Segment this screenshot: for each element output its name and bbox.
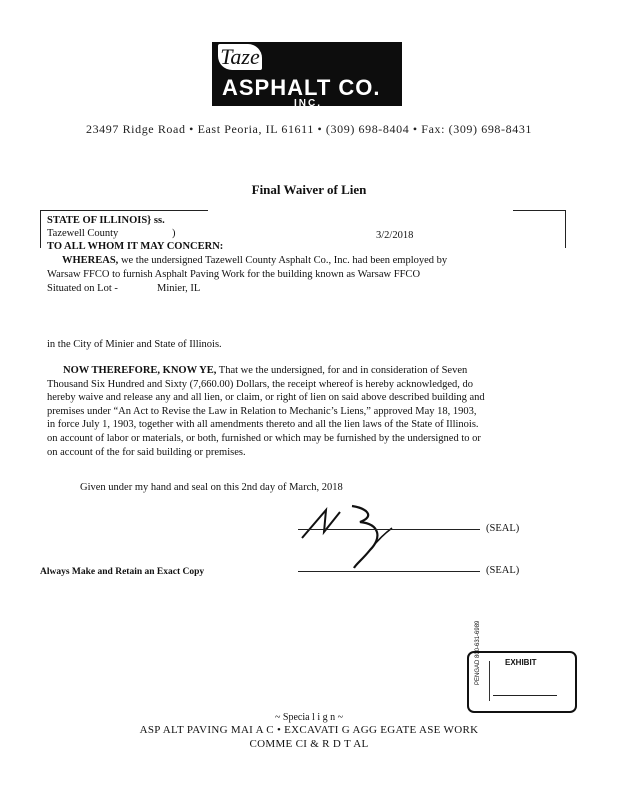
situated-label: Situated on Lot - (47, 283, 118, 294)
given-line: Given under my hand and seal on this 2nd day of March, 2018 (80, 482, 343, 493)
company-logo (212, 42, 402, 108)
now-therefore-line: in force July 1, 1903, together with all amendments thereto and all the lien laws of the State of Illinois. (47, 419, 479, 431)
frame-line (513, 210, 565, 211)
document-date: 3/2/2018 (376, 230, 414, 241)
whereas-lead: WHEREAS, (62, 255, 119, 266)
exhibit-label: EXHIBIT (505, 658, 537, 667)
now-therefore-line (47, 364, 567, 378)
county-line: Tazewell County (47, 228, 119, 239)
now-therefore-paragraph (47, 364, 567, 459)
whereas-line-2: Warsaw FFCO to furnish Asphalt Paving Work for the building known as Warsaw FFCO (47, 269, 421, 280)
now-therefore-line: Thousand Six Hundred and Sixty (7,660.00) Dollars, the receipt whereof is hereby acknowledged, do (47, 378, 474, 390)
services-line-2: COMME CI & R D T AL (249, 738, 369, 750)
city-line: in the City of Minier and State of Illinois. (47, 339, 222, 350)
whereas-line-1 (46, 254, 566, 268)
whereas-text-1: we the undersigned Tazewell County Asphalt Co., Inc. had been employed by (120, 255, 448, 266)
now-therefore-text: That we the undersigned, for and in consideration of Seven (218, 365, 468, 376)
frame-line (40, 210, 208, 211)
frame-line (40, 210, 41, 248)
exhibit-line (493, 695, 557, 696)
now-therefore-line: on account of the for said building or premises. (47, 446, 246, 458)
county-brace: ) (172, 228, 176, 239)
letterhead-address: 23497 Ridge Road • East Peoria, IL 61611 • (309) 698-8404 • Fax: (309) 698-8431 (85, 122, 533, 136)
now-therefore-line: hereby waive and release any and all lien, or claim, or right of lien on said above described building and (47, 392, 485, 404)
signature-line (298, 571, 480, 572)
specializing-line: ~ Specia l i g n ~ (274, 712, 344, 723)
seal-label: (SEAL) (486, 523, 520, 534)
exhibit-strip (475, 620, 490, 701)
exhibit-sticker (467, 620, 577, 713)
frame-line (565, 210, 566, 248)
exhibit-strip-text: PENGAD 800-631-6989 (475, 620, 481, 685)
now-therefore-line: premises under “An Act to Revise the Law in Relation to Mechanic’s Liens,” approved May 18, 1903, (47, 405, 477, 417)
seal-label: (SEAL) (486, 565, 520, 576)
logo-sub-text: INC. (294, 98, 322, 109)
logo-script-text: Taze (218, 44, 262, 70)
now-therefore-line: on account of labor or materials, or both, furnished or which may be furnished by the undersigned to or (47, 432, 481, 444)
state-line: STATE OF ILLINOIS} ss. (47, 215, 165, 226)
logo-main-text: ASPHALT CO. (222, 75, 381, 100)
situated-value: Minier, IL (157, 283, 201, 294)
signature (296, 498, 406, 570)
document-title: Final Waiver of Lien (251, 182, 367, 197)
salutation: TO ALL WHOM IT MAY CONCERN: (47, 241, 224, 252)
signature-line (298, 529, 480, 530)
retain-copy-notice: Always Make and Retain an Exact Copy (40, 567, 205, 577)
services-line-1: ASP ALT PAVING MAI A C • EXCAVATI G AGG EGATE ASE WORK (139, 724, 479, 736)
now-therefore-lead: NOW THEREFORE, KNOW YE, (63, 365, 217, 376)
